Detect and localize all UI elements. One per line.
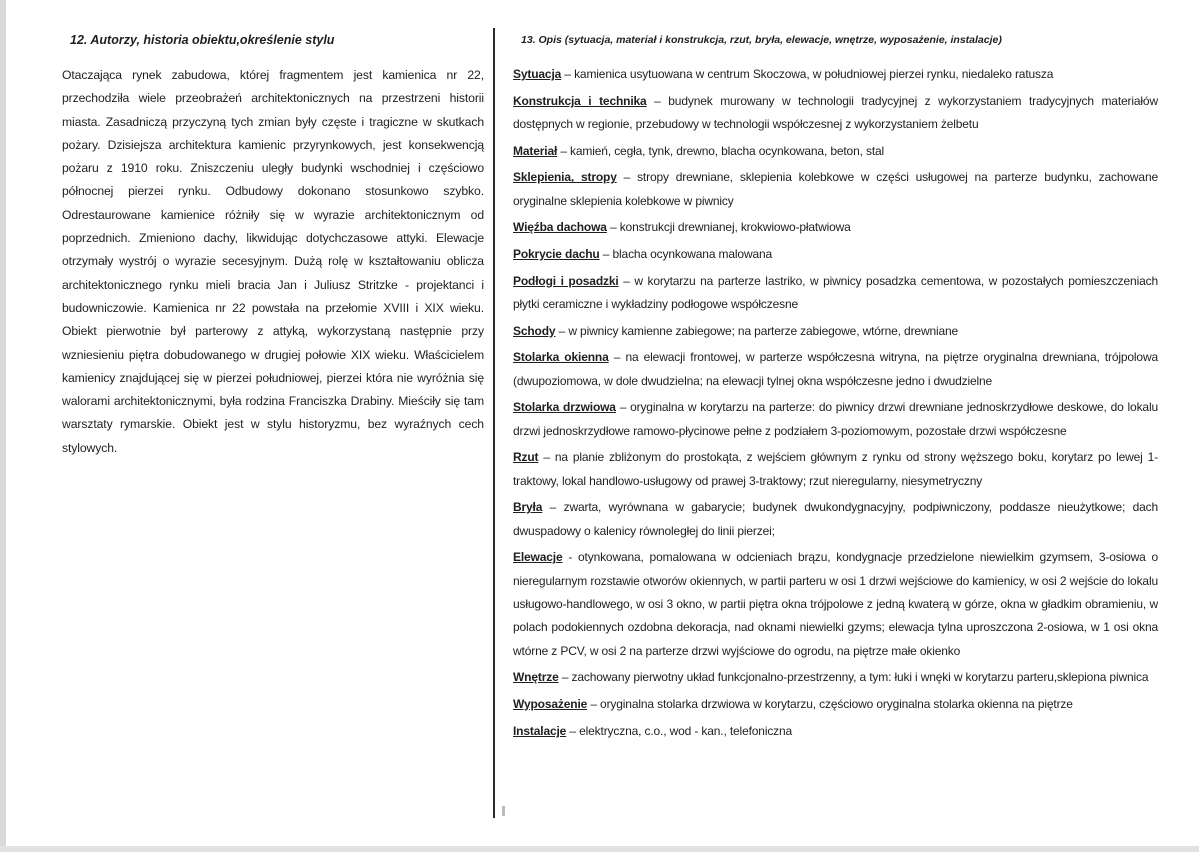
- entry-text: – budynek murowany w technologii tradycyjnej z wykorzystaniem tradycyjnych materiałów dostępnych w regionie, przebudowy w technologii współczesnej z wykorzystaniem żelbetu: [513, 93, 1158, 131]
- entry-term: Elewacje: [513, 550, 563, 565]
- entry-term: Wnętrze: [513, 670, 559, 685]
- entry-term: Rzut: [513, 450, 539, 465]
- entry-term: Wyposażenie: [513, 696, 588, 711]
- entry-text: – stropy drewniane, sklepienia kolebkowe w części usługowej na parterze budynku, zachowane oryginalne sklepienia kolebkowe w piwnicy: [513, 170, 1158, 208]
- entry-sklepienia: [513, 166, 1158, 213]
- entry-term: Sytuacja: [513, 67, 562, 81]
- entry-term: Więźba dachowa: [513, 220, 607, 235]
- entry-term: Konstrukcja i technika: [513, 93, 647, 108]
- entry-term: Pokrycie dachu: [513, 247, 600, 262]
- entry-text: – na planie zbliżonym do prostokąta, z wejściem głównym z rynku od strony węższego boku, korytarz po lewej 1-traktowy, lokal handlowo-usługowy od prawej 3-traktowy; rzut nieregularny, niesymetryczny: [513, 450, 1158, 488]
- section-13-description: [513, 28, 1158, 746]
- column-divider: [493, 28, 495, 818]
- entry-text: – kamienica usytuowana w centrum Skoczowa, w południowej pierzei rynku, niedaleko ratusza: [561, 67, 1054, 81]
- entry-stolarka-drzwiowa: [513, 396, 1158, 443]
- entry-text: - otynkowana, pomalowana w odcieniach brązu, kondygnacje przedzielone niewielkim gzymsem, 3-osiowa o nieregularnym rozstawie otworów okiennych, w partii parteru w osi 1 drzwi wejściowe do kamienicy, w osi 2 wejście do lokalu usługowo-handlowego, w osi 3 okno, w partii piętra okna trójpolowe z jedną kwaterą w górze, okna w gładkim obramieniu, w polach podokiennych ozdobna dekoracja, nad oknami niewielki gzyms; elewacja tylna uproszczona 2-osiowa, w 1 osi okna wtórne z PCV, w osi 2 na parterze drzwi wyjściowe do ogrodu, na piętrze małe okienko: [513, 550, 1158, 658]
- entry-stolarka-okienna: [513, 346, 1158, 393]
- section-13-heading: 13. Opis (sytuacja, materiał i konstrukcja, rzut, bryła, elewacje, wnętrze, wyposażenie, instalacje): [521, 34, 1002, 46]
- entry-text: – zwarta, wyrównana w gabarycie; budynek dwukondygnacyjny, podpiwniczony, poddasze nieużytkowe; dach dwuspadowy o kalenicy równoległej do linii pierzei;: [513, 500, 1158, 538]
- entry-text: – kamień, cegła, tynk, drewno, blacha ocynkowana, beton, stal: [557, 143, 885, 158]
- entry-term: Schody: [513, 323, 556, 338]
- entry-podlogi: [513, 270, 1158, 317]
- entry-pokrycie: [513, 243, 1158, 266]
- entry-text: – zachowany pierwotny układ funkcjonalno-przestrzenny, a tym: łuki i wnęki w korytarzu parteru,sklepiona piwnica: [558, 670, 1149, 685]
- entry-text: – konstrukcji drewnianej, krokwiowo-płatwiowa: [606, 220, 851, 235]
- entry-text: – elektryczna, c.o., wod - kan., telefoniczna: [566, 723, 793, 738]
- scan-artifact: [502, 806, 505, 816]
- entry-schody: [513, 320, 1158, 343]
- entry-text: – w piwnicy kamienne zabiegowe; na parterze zabiegowe, wtórne, drewniane: [555, 323, 959, 338]
- entry-term: Podłogi i posadzki: [513, 273, 619, 288]
- section-12-body: Otaczająca rynek zabudowa, której fragmentem jest kamienica nr 22, przechodziła wiele przeobrażeń architektonicznych na przestrzeni historii miasta. Zasadniczą przyczyną tych zmian były częste i tragiczne w skutkach pożary. Dzisiejsza architektura kamienic przyrynkowych, jest konsekwencją pożaru z 1910 roku. Zniszczeniu uległy budynki wschodniej i częściowo północnej pierzei rynku. Odbudowy dokonano stosunkowo szybko. Odrestaurowane kamienice różniły się w wyrazie architektonicznym od poprzednich. Zmieniono dachy, likwidując dotychczasowe attyki. Elewacje otrzymały wystrój o wyrazie secesyjnym. Dużą rolę w kształtowaniu oblicza architektonicznego rynku mieli bracia Jan i Juliusz Stritzke - projektanci i budowniczowie. Kamienica nr 22 powstała na przełomie XVIII i XIX wieku. Obiekt pierwotnie był parterowy z attyką, wykorzystaną następnie przy wzniesieniu piętra dobudowanego w drugiej połowie XIX wieku. Właścicielem kamienicy znajdującej się w pierzei południowej, pierzei która nie wyróżnia się walorami architektonicznymi, była rodzina Franciszka Drabiny. Mieściły się tam warsztaty rymarskie. Obiekt jest w stylu historyzmu, bez wyraźnych cech stylowych.: [62, 68, 484, 455]
- entry-text: – na elewacji frontowej, w parterze współczesna witryna, na piętrze oryginalna drewniana, trójpolowa (dwupoziomowa, w dole dwudzielna; na elewacji tylnej okna współczesne jedno i dwudzielne: [513, 350, 1158, 388]
- scan-edge-bottom: [0, 846, 1199, 852]
- entry-konstrukcja: [513, 90, 1158, 137]
- entry-wyposazenie: [513, 693, 1158, 716]
- entry-sytuacja: [513, 63, 1158, 86]
- entry-term: Instalacje: [513, 723, 567, 738]
- entry-wnetrze: [513, 666, 1158, 689]
- entry-text: – oryginalna stolarka drzwiowa w korytarzu, częściowo oryginalna stolarka okienna na piętrze: [587, 696, 1073, 711]
- section-12-history: [62, 28, 484, 460]
- entry-material: [513, 140, 1158, 163]
- entry-text: – w korytarzu na parterze lastriko, w piwnicy posadzka cementowa, w pozostałych pomieszczeniach płytki ceramiczne i wykładziny podłogowe współczesne: [513, 273, 1158, 312]
- section-12-heading: 12. Autorzy, historia obiektu,określenie stylu: [70, 33, 335, 47]
- entry-term: Bryła: [513, 500, 543, 515]
- entry-term: Stolarka drzwiowa: [513, 400, 616, 415]
- entry-wiezba: [513, 216, 1158, 239]
- entry-text: – oryginalna w korytarzu na parterze: do piwnicy drzwi drewniane jednoskrzydłowe deskowe, do lokalu drzwi jednoskrzydłowe ramowo-płycinowe pełne z podziałem 3-poziomowym, pozostałe drzwi współczesne: [513, 400, 1158, 438]
- entry-term: Stolarka okienna: [513, 350, 609, 365]
- description-entry-list: [513, 63, 1158, 743]
- scan-edge-left: [0, 0, 6, 852]
- entry-instalacje: [513, 720, 1158, 743]
- entry-rzut: [513, 446, 1158, 493]
- entry-elewacje: [513, 546, 1158, 662]
- entry-bryla: [513, 496, 1158, 543]
- entry-text: – blacha ocynkowana malowana: [599, 247, 773, 262]
- entry-term: Materiał: [513, 143, 558, 158]
- entry-term: Sklepienia, stropy: [513, 170, 617, 185]
